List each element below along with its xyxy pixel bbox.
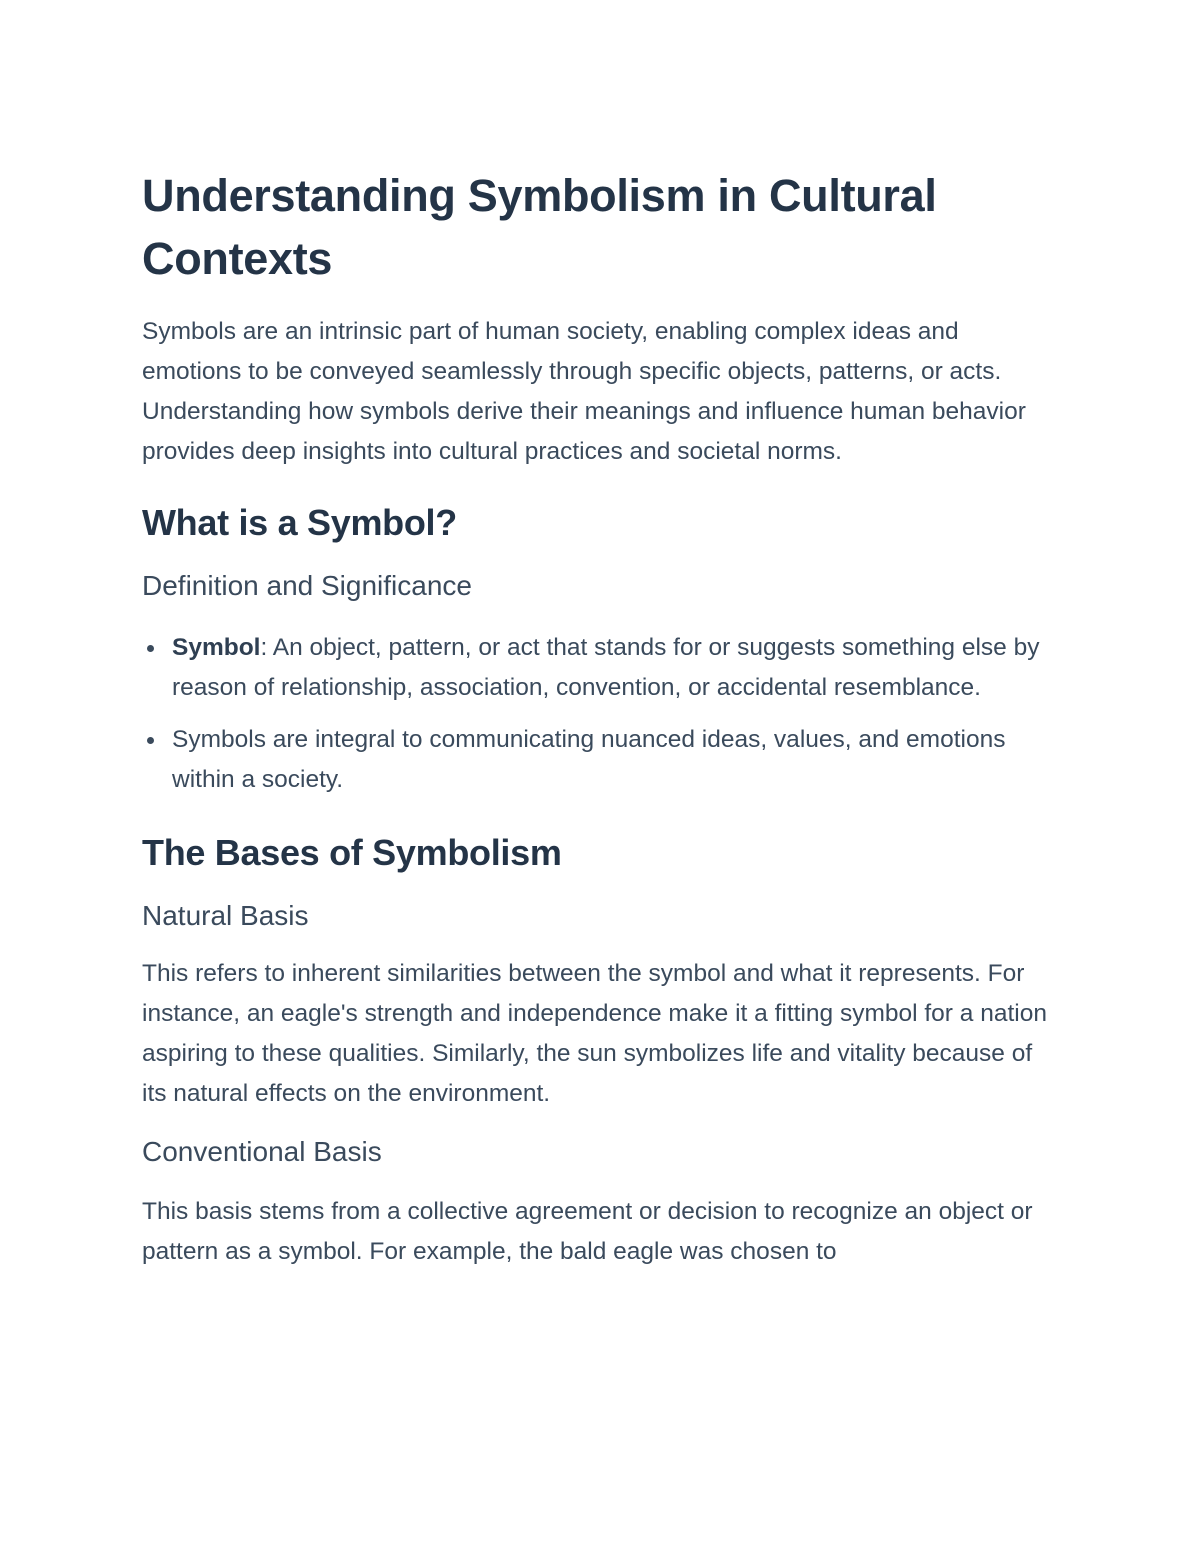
section-heading-bases-of-symbolism: The Bases of Symbolism <box>142 832 562 873</box>
section-heading-what-is-a-symbol: What is a Symbol? <box>142 502 457 543</box>
term-symbol: Symbol <box>172 634 261 661</box>
list-item-text: Symbols are integral to communicating nuanced ideas, values, and emotions within a society. <box>172 726 1006 793</box>
subheading-conventional-basis: Conventional Basis <box>142 1136 382 1167</box>
document-title: Understanding Symbolism in Cultural Contexts <box>142 170 937 284</box>
intro-paragraph: Symbols are an intrinsic part of human society, enabling complex ideas and emotions to be conveyed seamlessly through specific objects, patterns, or acts. Understanding how symbols derive their meanings and influence human behavior provides deep insights into cultural practices and societal norms. <box>142 318 1026 465</box>
subheading-natural-basis: Natural Basis <box>142 900 309 931</box>
natural-basis-paragraph: This refers to inherent similarities between the symbol and what it represents. For instance, an eagle's strength and independence make it a fitting symbol for a nation aspiring to these qualities. Similarly, the sun symbolizes life and vitality because of its natural effects on the environment. <box>142 960 1047 1107</box>
subheading-definition: Definition and Significance <box>142 570 472 601</box>
list-item <box>172 720 1050 800</box>
list-item <box>172 628 1050 708</box>
definition-list <box>142 628 1050 800</box>
term-definition: : An object, pattern, or act that stands for or suggests something else by reason of relationship, association, convention, or accidental resemblance. <box>172 634 1040 701</box>
conventional-basis-paragraph: This basis stems from a collective agreement or decision to recognize an object or pattern as a symbol. For example, the bald eagle was chosen to <box>142 1198 1033 1265</box>
